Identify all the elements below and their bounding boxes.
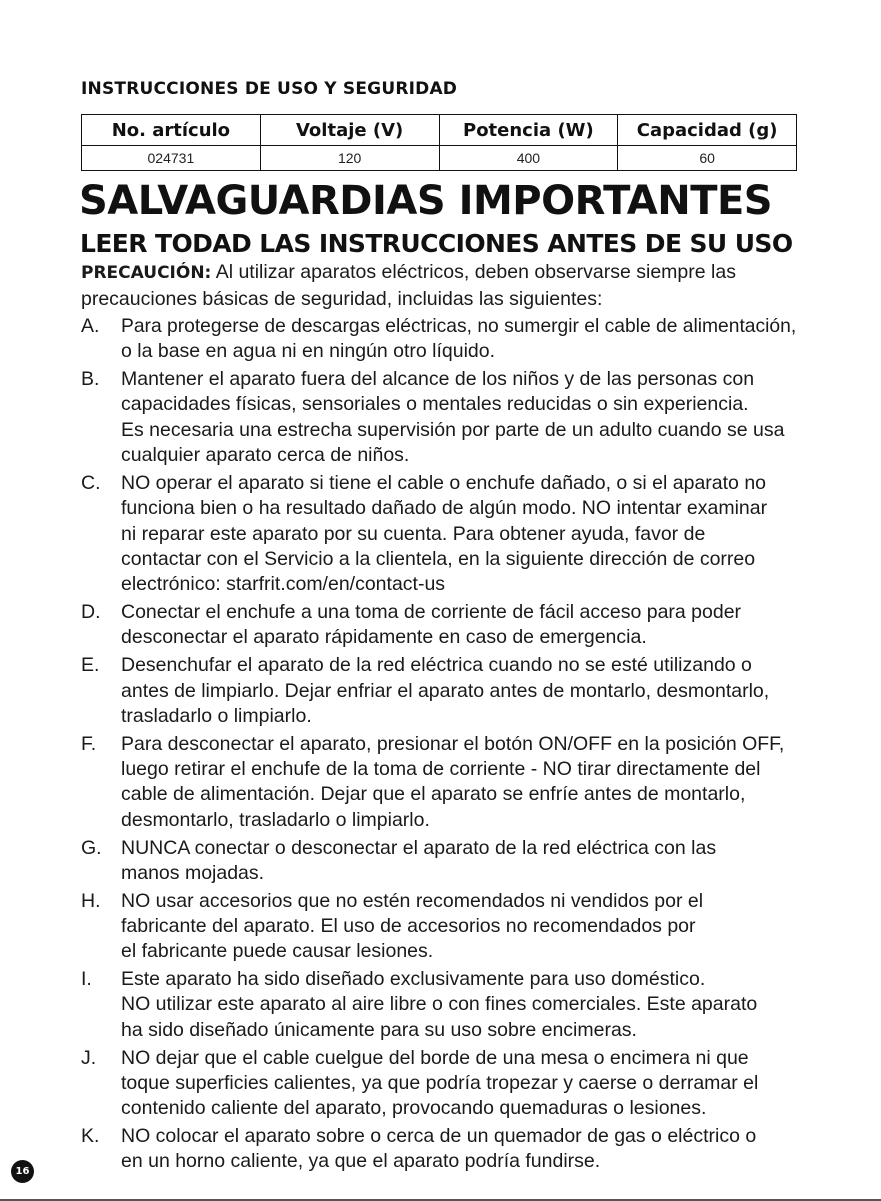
list-item-letter: G. bbox=[81, 836, 102, 859]
specs-header-cell: Voltaje (V) bbox=[260, 115, 439, 146]
safeguards-list bbox=[81, 314, 801, 1177]
list-item bbox=[81, 1124, 801, 1175]
list-item-letter: D. bbox=[81, 601, 101, 624]
list-item-line: NO colocar el aparato sobre o cerca de un quemador de gas o eléctrico o bbox=[121, 1125, 757, 1148]
page-title: SALVAGUARDIAS IMPORTANTES bbox=[79, 178, 773, 224]
list-item-line: toque superficies calientes, ya que podría tropezar y caerse o derramar el bbox=[121, 1071, 759, 1094]
list-item-line: Mantener el aparato fuera del alcance de los niños y de las personas con bbox=[121, 368, 755, 391]
list-item-line: ha sido diseñado únicamente para su uso sobre encimeras. bbox=[121, 1018, 637, 1041]
list-item-line: NO dejar que el cable cuelgue del borde de una mesa o encimera ni que bbox=[121, 1046, 749, 1069]
specs-header-cell: No. artículo bbox=[82, 115, 261, 146]
list-item-line: luego retirar el enchufe de la toma de corriente - NO tirar directamente del bbox=[121, 758, 761, 781]
list-item-line: electrónico: starfrit.com/en/contact-us bbox=[121, 573, 446, 596]
list-item-line: o la base en agua ni en ningún otro líquido. bbox=[121, 340, 496, 363]
list-item-line: desmontarlo, trasladarlo o limpiarlo. bbox=[121, 808, 430, 831]
list-item-letter: H. bbox=[81, 889, 101, 912]
specs-value-row bbox=[82, 146, 797, 171]
list-item-letter: F. bbox=[81, 732, 97, 755]
list-item bbox=[81, 367, 801, 468]
list-item bbox=[81, 600, 801, 651]
specs-value-cell: 120 bbox=[260, 146, 439, 171]
list-item-line: contactar con el Servicio a la clientela, en la siguiente dirección de correo bbox=[121, 547, 756, 570]
list-item bbox=[81, 836, 801, 887]
specs-table bbox=[81, 114, 797, 171]
specs-value-cell: 60 bbox=[618, 146, 797, 171]
list-item-line: NO operar el aparato si tiene el cable o enchufe dañado, o si el aparato no bbox=[121, 471, 767, 494]
list-item-letter: K. bbox=[81, 1125, 100, 1148]
list-item-line: Es necesaria una estrecha supervisión por parte de un adulto cuando se usa bbox=[121, 418, 785, 441]
list-item-line: trasladarlo o limpiarlo. bbox=[121, 704, 312, 727]
specs-header-cell: Potencia (W) bbox=[439, 115, 618, 146]
list-item-line: Para protegerse de descargas eléctricas, no sumergir el cable de alimentación, bbox=[121, 316, 797, 337]
list-item bbox=[81, 471, 801, 597]
list-item bbox=[81, 967, 801, 1043]
section-title: INSTRUCCIONES DE USO Y SEGURIDAD bbox=[81, 79, 458, 99]
list-item-line: desconectar el aparato rápidamente en caso de emergencia. bbox=[121, 626, 647, 649]
caution-text-line: precauciones básicas de seguridad, incluidas las siguientes: bbox=[81, 287, 603, 310]
list-item-line: contenido caliente del aparato, provocando quemaduras o lesiones. bbox=[121, 1097, 707, 1120]
list-item-letter: J. bbox=[81, 1046, 97, 1069]
page-subtitle: LEER TODAD LAS INSTRUCCIONES ANTES DE SU USO bbox=[80, 229, 793, 258]
list-item-line: antes de limpiarlo. Dejar enfriar el aparato antes de montarlo, desmontarlo, bbox=[121, 679, 770, 702]
list-item-letter: E. bbox=[81, 654, 100, 677]
list-item-line: manos mojadas. bbox=[121, 861, 265, 884]
list-item-line: el fabricante puede causar lesiones. bbox=[121, 940, 434, 963]
page-number-badge: 16 bbox=[11, 1160, 34, 1183]
list-item-line: funciona bien o ha resultado dañado de algún modo. NO intentar examinar bbox=[121, 497, 768, 520]
specs-header-cell: Capacidad (g) bbox=[618, 115, 797, 146]
specs-header-row bbox=[82, 115, 797, 146]
list-item-line: NUNCA conectar o desconectar el aparato de la red eléctrica con las bbox=[121, 836, 717, 859]
list-item-line: NO usar accesorios que no estén recomendados ni vendidos por el bbox=[121, 889, 704, 912]
caution-paragraph bbox=[81, 260, 801, 312]
list-item-line: en un horno caliente, ya que el aparato podría fundirse. bbox=[121, 1150, 601, 1173]
list-item bbox=[81, 1046, 801, 1122]
list-item-line: capacidades físicas, sensoriales o mentales reducidas o sin experiencia. bbox=[121, 393, 749, 416]
list-item-line: Desenchufar el aparato de la red eléctrica cuando no se esté utilizando o bbox=[121, 654, 752, 677]
list-item-line: Conectar el enchufe a una toma de corriente de fácil acceso para poder bbox=[121, 601, 742, 624]
list-item-line: fabricante del aparato. El uso de accesorios no recomendados por bbox=[121, 914, 696, 937]
list-item bbox=[81, 314, 801, 365]
list-item bbox=[81, 653, 801, 729]
specs-value-cell: 400 bbox=[439, 146, 618, 171]
list-item-letter: C. bbox=[81, 471, 101, 494]
list-item-letter: I. bbox=[81, 968, 92, 991]
list-item-line: ni reparar este aparato por su cuenta. Para obtener ayuda, favor de bbox=[121, 522, 706, 545]
caution-text-line: Al utilizar aparatos eléctricos, deben observarse siempre las bbox=[215, 261, 736, 283]
list-item-letter: A. bbox=[81, 315, 100, 337]
list-item-line: NO utilizar este aparato al aire libre o con fines comerciales. Este aparato bbox=[121, 993, 758, 1016]
list-item-letter: B. bbox=[81, 368, 100, 391]
list-item bbox=[81, 732, 801, 833]
list-item-line: cualquier aparato cerca de niños. bbox=[121, 444, 410, 467]
list-item-line: Para desconectar el aparato, presionar el botón ON/OFF en la posición OFF, bbox=[121, 732, 785, 755]
list-item-line: Este aparato ha sido diseñado exclusivamente para uso doméstico. bbox=[121, 968, 706, 991]
list-item bbox=[81, 889, 801, 965]
list-item-line: cable de alimentación. Dejar que el aparato se enfríe antes de montarlo, bbox=[121, 783, 746, 806]
caution-label: PRECAUCIÓN: bbox=[81, 263, 212, 283]
specs-value-cell: 024731 bbox=[82, 146, 261, 171]
